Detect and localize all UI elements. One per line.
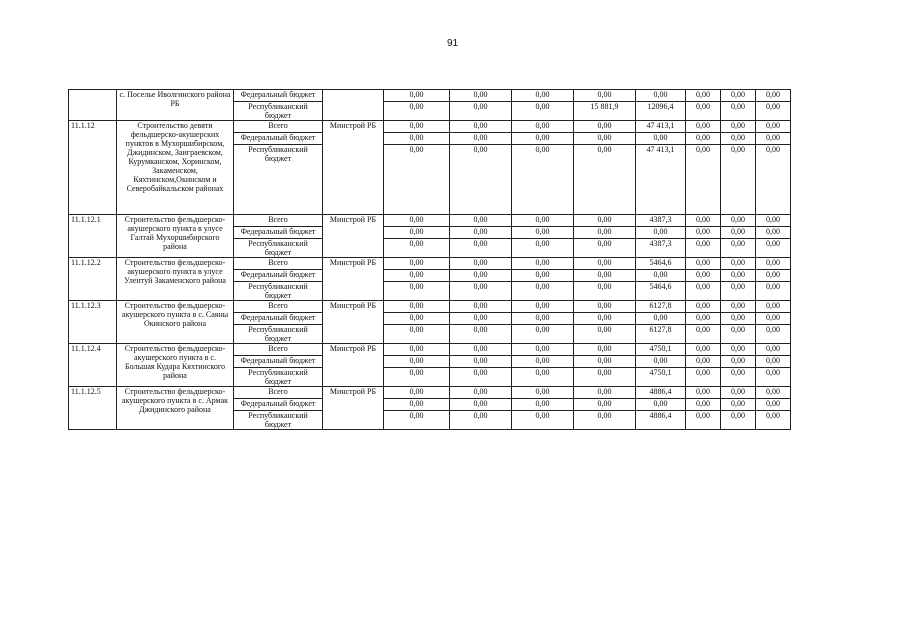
funding-source: Всего bbox=[234, 344, 323, 356]
table-row bbox=[69, 258, 791, 270]
amount-cell: 0,00 bbox=[384, 325, 450, 344]
amount-cell: 0,00 bbox=[756, 133, 791, 145]
amount-cell: 0,00 bbox=[512, 227, 574, 239]
amount-cell: 0,00 bbox=[512, 325, 574, 344]
amount-cell: 0,00 bbox=[756, 239, 791, 258]
amount-cell: 5464,6 bbox=[636, 258, 686, 270]
amount-cell: 0,00 bbox=[450, 325, 512, 344]
executor: Минстрой РБ bbox=[323, 344, 384, 387]
amount-cell: 0,00 bbox=[686, 344, 721, 356]
amount-cell: 0,00 bbox=[574, 313, 636, 325]
amount-cell: 15 881,9 bbox=[574, 102, 636, 121]
measure-name: Строительство фельдшерско-акушерского пункта в с. Большая Кудара Кяхтинского района bbox=[117, 344, 234, 387]
amount-cell: 0,00 bbox=[721, 258, 756, 270]
amount-cell: 0,00 bbox=[512, 133, 574, 145]
amount-cell: 0,00 bbox=[721, 399, 756, 411]
amount-cell: 0,00 bbox=[574, 227, 636, 239]
amount-cell: 0,00 bbox=[512, 301, 574, 313]
funding-source: Республиканский бюджет bbox=[234, 145, 323, 215]
amount-cell: 0,00 bbox=[512, 90, 574, 102]
table-row bbox=[69, 301, 791, 313]
table-row bbox=[69, 344, 791, 356]
amount-cell: 0,00 bbox=[686, 368, 721, 387]
amount-cell: 0,00 bbox=[721, 301, 756, 313]
amount-cell: 0,00 bbox=[756, 102, 791, 121]
amount-cell: 0,00 bbox=[721, 145, 756, 215]
amount-cell: 0,00 bbox=[450, 282, 512, 301]
amount-cell: 0,00 bbox=[574, 411, 636, 430]
amount-cell: 0,00 bbox=[384, 344, 450, 356]
amount-cell: 0,00 bbox=[512, 282, 574, 301]
amount-cell: 0,00 bbox=[384, 301, 450, 313]
amount-cell: 0,00 bbox=[384, 313, 450, 325]
row-code bbox=[69, 90, 117, 121]
amount-cell: 0,00 bbox=[636, 90, 686, 102]
amount-cell: 0,00 bbox=[450, 313, 512, 325]
amount-cell: 0,00 bbox=[384, 90, 450, 102]
amount-cell: 0,00 bbox=[450, 121, 512, 133]
amount-cell: 0,00 bbox=[756, 301, 791, 313]
amount-cell: 0,00 bbox=[756, 282, 791, 301]
row-code: 11.1.12.4 bbox=[69, 344, 117, 387]
row-code: 11.1.12 bbox=[69, 121, 117, 215]
amount-cell: 0,00 bbox=[636, 313, 686, 325]
amount-cell: 0,00 bbox=[686, 356, 721, 368]
amount-cell: 0,00 bbox=[450, 368, 512, 387]
amount-cell: 0,00 bbox=[721, 387, 756, 399]
amount-cell: 0,00 bbox=[512, 121, 574, 133]
funding-source: Федеральный бюджет bbox=[234, 399, 323, 411]
amount-cell: 0,00 bbox=[450, 227, 512, 239]
amount-cell: 0,00 bbox=[756, 368, 791, 387]
amount-cell: 0,00 bbox=[756, 399, 791, 411]
funding-source: Всего bbox=[234, 301, 323, 313]
amount-cell: 0,00 bbox=[756, 325, 791, 344]
amount-cell: 0,00 bbox=[756, 258, 791, 270]
amount-cell: 47 413,1 bbox=[636, 145, 686, 215]
amount-cell: 0,00 bbox=[512, 258, 574, 270]
amount-cell: 0,00 bbox=[450, 90, 512, 102]
amount-cell: 0,00 bbox=[756, 121, 791, 133]
amount-cell: 0,00 bbox=[756, 227, 791, 239]
amount-cell: 0,00 bbox=[512, 102, 574, 121]
executor: Минстрой РБ bbox=[323, 258, 384, 301]
amount-cell: 0,00 bbox=[686, 258, 721, 270]
amount-cell: 0,00 bbox=[721, 313, 756, 325]
amount-cell: 0,00 bbox=[686, 121, 721, 133]
budget-table bbox=[68, 89, 791, 430]
measure-name: с. Посельe Иволгинского района РБ bbox=[117, 90, 234, 121]
amount-cell: 0,00 bbox=[384, 121, 450, 133]
executor: Минстрой РБ bbox=[323, 215, 384, 258]
executor: Минстрой РБ bbox=[323, 301, 384, 344]
row-code: 11.1.12.3 bbox=[69, 301, 117, 344]
funding-source: Республиканский бюджет bbox=[234, 411, 323, 430]
amount-cell: 0,00 bbox=[636, 227, 686, 239]
amount-cell: 0,00 bbox=[574, 399, 636, 411]
funding-source: Республиканский бюджет bbox=[234, 102, 323, 121]
amount-cell: 0,00 bbox=[450, 239, 512, 258]
amount-cell: 0,00 bbox=[384, 215, 450, 227]
amount-cell: 0,00 bbox=[512, 215, 574, 227]
amount-cell: 0,00 bbox=[756, 356, 791, 368]
amount-cell: 0,00 bbox=[686, 270, 721, 282]
amount-cell: 0,00 bbox=[574, 344, 636, 356]
amount-cell: 0,00 bbox=[574, 282, 636, 301]
amount-cell: 0,00 bbox=[512, 356, 574, 368]
funding-source: Федеральный бюджет bbox=[234, 133, 323, 145]
amount-cell: 0,00 bbox=[686, 90, 721, 102]
amount-cell: 0,00 bbox=[574, 145, 636, 215]
table-row bbox=[69, 121, 791, 133]
amount-cell: 0,00 bbox=[450, 411, 512, 430]
amount-cell: 0,00 bbox=[756, 344, 791, 356]
amount-cell: 4750,1 bbox=[636, 344, 686, 356]
funding-source: Республиканский бюджет bbox=[234, 239, 323, 258]
amount-cell: 0,00 bbox=[721, 411, 756, 430]
amount-cell: 0,00 bbox=[450, 344, 512, 356]
amount-cell: 0,00 bbox=[512, 145, 574, 215]
amount-cell: 0,00 bbox=[384, 399, 450, 411]
table-row bbox=[69, 90, 791, 102]
amount-cell: 0,00 bbox=[574, 258, 636, 270]
amount-cell: 0,00 bbox=[450, 145, 512, 215]
funding-source: Федеральный бюджет bbox=[234, 90, 323, 102]
amount-cell: 0,00 bbox=[512, 387, 574, 399]
amount-cell: 4886,4 bbox=[636, 411, 686, 430]
amount-cell: 0,00 bbox=[450, 399, 512, 411]
amount-cell: 0,00 bbox=[574, 325, 636, 344]
amount-cell: 0,00 bbox=[686, 313, 721, 325]
amount-cell: 0,00 bbox=[384, 270, 450, 282]
amount-cell: 0,00 bbox=[384, 411, 450, 430]
table-row bbox=[69, 387, 791, 399]
amount-cell: 0,00 bbox=[636, 399, 686, 411]
amount-cell: 0,00 bbox=[686, 239, 721, 258]
amount-cell: 0,00 bbox=[384, 239, 450, 258]
amount-cell: 0,00 bbox=[686, 145, 721, 215]
executor: Минстрой РБ bbox=[323, 387, 384, 430]
amount-cell: 0,00 bbox=[574, 121, 636, 133]
amount-cell: 0,00 bbox=[686, 325, 721, 344]
amount-cell: 0,00 bbox=[450, 270, 512, 282]
row-code: 11.1.12.5 bbox=[69, 387, 117, 430]
funding-source: Федеральный бюджет bbox=[234, 270, 323, 282]
amount-cell: 0,00 bbox=[721, 102, 756, 121]
amount-cell: 6127,8 bbox=[636, 301, 686, 313]
amount-cell: 4886,4 bbox=[636, 387, 686, 399]
measure-name: Строительство фельдшерско-акушерского пункта в улусе Улентуй Закаменского района bbox=[117, 258, 234, 301]
page-number: 91 bbox=[446, 38, 459, 49]
table-body bbox=[69, 90, 791, 430]
amount-cell: 0,00 bbox=[384, 102, 450, 121]
amount-cell: 0,00 bbox=[512, 313, 574, 325]
amount-cell: 0,00 bbox=[384, 133, 450, 145]
amount-cell: 0,00 bbox=[721, 239, 756, 258]
funding-source: Федеральный бюджет bbox=[234, 356, 323, 368]
amount-cell: 0,00 bbox=[721, 270, 756, 282]
amount-cell: 0,00 bbox=[512, 239, 574, 258]
executor: Минстрой РБ bbox=[323, 121, 384, 215]
table-row bbox=[69, 215, 791, 227]
amount-cell: 0,00 bbox=[574, 239, 636, 258]
amount-cell: 0,00 bbox=[450, 133, 512, 145]
row-code: 11.1.12.1 bbox=[69, 215, 117, 258]
amount-cell: 0,00 bbox=[512, 344, 574, 356]
amount-cell: 0,00 bbox=[721, 133, 756, 145]
amount-cell: 0,00 bbox=[756, 145, 791, 215]
amount-cell: 0,00 bbox=[686, 215, 721, 227]
amount-cell: 12096,4 bbox=[636, 102, 686, 121]
funding-source: Республиканский бюджет bbox=[234, 282, 323, 301]
amount-cell: 0,00 bbox=[450, 387, 512, 399]
amount-cell: 0,00 bbox=[450, 258, 512, 270]
amount-cell: 0,00 bbox=[450, 301, 512, 313]
funding-source: Всего bbox=[234, 121, 323, 133]
amount-cell: 0,00 bbox=[574, 387, 636, 399]
funding-source: Федеральный бюджет bbox=[234, 313, 323, 325]
amount-cell: 0,00 bbox=[756, 270, 791, 282]
amount-cell: 0,00 bbox=[636, 270, 686, 282]
amount-cell: 0,00 bbox=[384, 145, 450, 215]
amount-cell: 0,00 bbox=[721, 344, 756, 356]
amount-cell: 0,00 bbox=[686, 387, 721, 399]
amount-cell: 0,00 bbox=[756, 387, 791, 399]
amount-cell: 0,00 bbox=[384, 227, 450, 239]
amount-cell: 0,00 bbox=[686, 133, 721, 145]
amount-cell: 0,00 bbox=[384, 258, 450, 270]
amount-cell: 0,00 bbox=[721, 325, 756, 344]
amount-cell: 0,00 bbox=[512, 270, 574, 282]
funding-source: Федеральный бюджет bbox=[234, 227, 323, 239]
amount-cell: 0,00 bbox=[450, 356, 512, 368]
amount-cell: 0,00 bbox=[721, 90, 756, 102]
amount-cell: 0,00 bbox=[686, 282, 721, 301]
amount-cell: 0,00 bbox=[756, 313, 791, 325]
measure-name: Строительство фельдшерско-акушерского пункта в улусе Галтай Мухоршибирского района bbox=[117, 215, 234, 258]
amount-cell: 0,00 bbox=[756, 215, 791, 227]
executor bbox=[323, 90, 384, 121]
funding-source: Всего bbox=[234, 387, 323, 399]
amount-cell: 0,00 bbox=[574, 368, 636, 387]
measure-name: Строительство девяти фельдшерско-акушерских пунктов в Мухоршибирском, Джидинском, Заиграевском, Курумканском, Хоринском, Закаменском, Кяхтинском,Окинском и Северобайкальском районах bbox=[117, 121, 234, 215]
amount-cell: 0,00 bbox=[686, 227, 721, 239]
amount-cell: 0,00 bbox=[636, 356, 686, 368]
amount-cell: 6127,8 bbox=[636, 325, 686, 344]
amount-cell: 0,00 bbox=[574, 356, 636, 368]
funding-source: Республиканский бюджет bbox=[234, 368, 323, 387]
amount-cell: 0,00 bbox=[384, 356, 450, 368]
amount-cell: 0,00 bbox=[756, 411, 791, 430]
amount-cell: 0,00 bbox=[574, 133, 636, 145]
amount-cell: 0,00 bbox=[721, 282, 756, 301]
row-code: 11.1.12.2 bbox=[69, 258, 117, 301]
amount-cell: 0,00 bbox=[574, 215, 636, 227]
amount-cell: 5464,6 bbox=[636, 282, 686, 301]
amount-cell: 0,00 bbox=[686, 301, 721, 313]
amount-cell: 0,00 bbox=[574, 90, 636, 102]
amount-cell: 0,00 bbox=[512, 399, 574, 411]
amount-cell: 0,00 bbox=[512, 411, 574, 430]
funding-source: Республиканский бюджет bbox=[234, 325, 323, 344]
amount-cell: 4387,3 bbox=[636, 239, 686, 258]
funding-source: Всего bbox=[234, 258, 323, 270]
amount-cell: 0,00 bbox=[721, 356, 756, 368]
amount-cell: 4750,1 bbox=[636, 368, 686, 387]
amount-cell: 0,00 bbox=[686, 411, 721, 430]
amount-cell: 0,00 bbox=[384, 368, 450, 387]
amount-cell: 4387,3 bbox=[636, 215, 686, 227]
amount-cell: 0,00 bbox=[384, 282, 450, 301]
amount-cell: 0,00 bbox=[512, 368, 574, 387]
amount-cell: 0,00 bbox=[721, 121, 756, 133]
measure-name: Строительство фельдшерско-акушерского пункта в с. Саяны Окинского района bbox=[117, 301, 234, 344]
amount-cell: 0,00 bbox=[721, 227, 756, 239]
amount-cell: 47 413,1 bbox=[636, 121, 686, 133]
amount-cell: 0,00 bbox=[686, 102, 721, 121]
amount-cell: 0,00 bbox=[756, 90, 791, 102]
amount-cell: 0,00 bbox=[574, 301, 636, 313]
amount-cell: 0,00 bbox=[384, 387, 450, 399]
amount-cell: 0,00 bbox=[636, 133, 686, 145]
amount-cell: 0,00 bbox=[450, 102, 512, 121]
amount-cell: 0,00 bbox=[721, 368, 756, 387]
amount-cell: 0,00 bbox=[721, 215, 756, 227]
amount-cell: 0,00 bbox=[450, 215, 512, 227]
amount-cell: 0,00 bbox=[686, 399, 721, 411]
measure-name: Строительство фельдшерско-акушерского пункта в с. Армак Джидинского района bbox=[117, 387, 234, 430]
amount-cell: 0,00 bbox=[574, 270, 636, 282]
funding-source: Всего bbox=[234, 215, 323, 227]
